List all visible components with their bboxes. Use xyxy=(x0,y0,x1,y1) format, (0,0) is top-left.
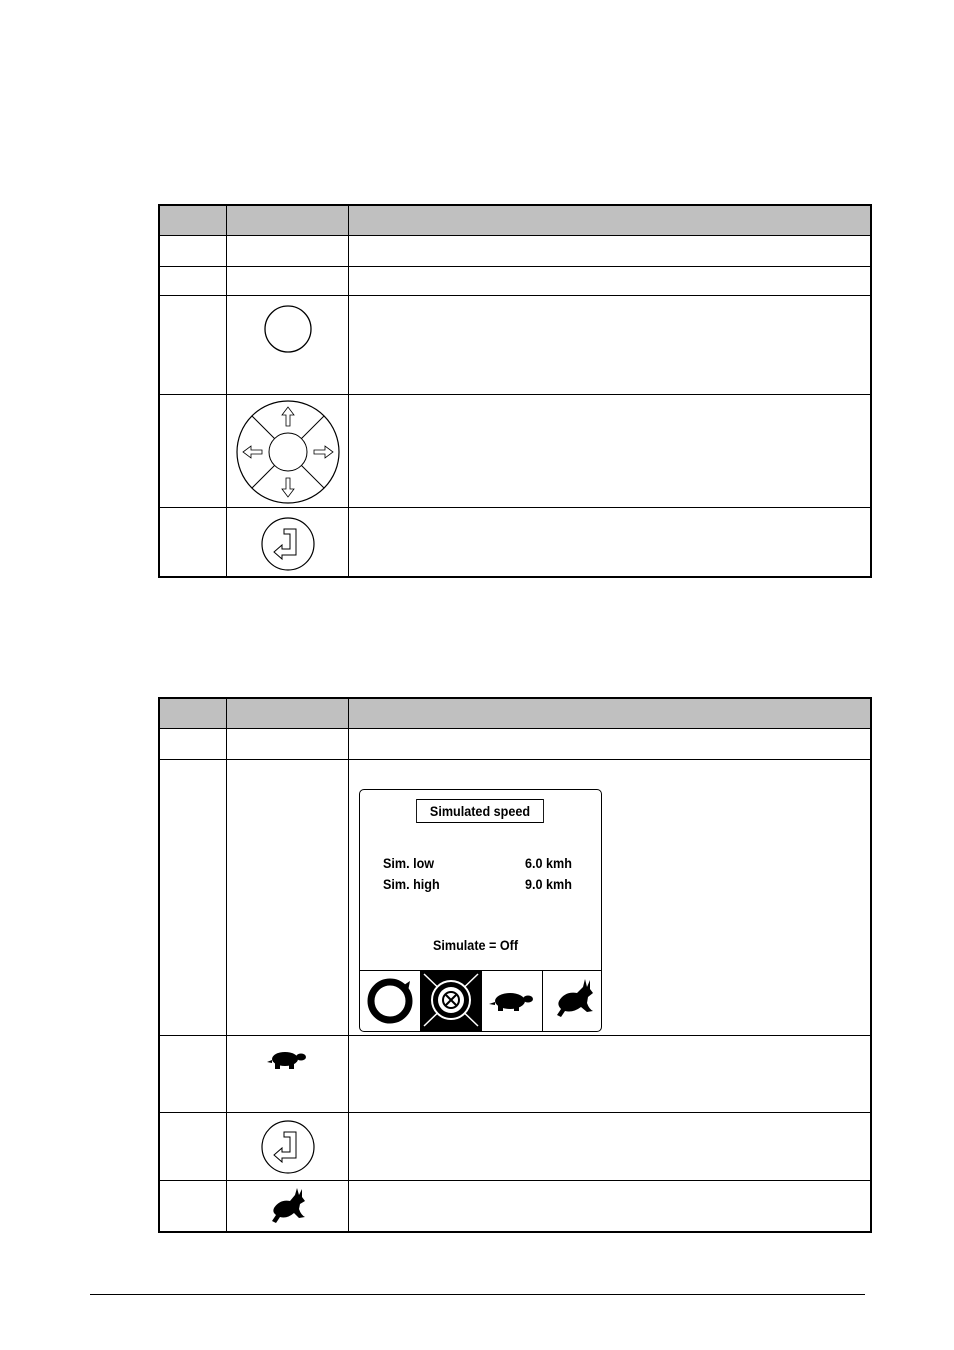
sim-low-label: Sim. low xyxy=(383,855,435,871)
footer-rule xyxy=(90,1294,865,1295)
hare-icon xyxy=(543,971,602,1029)
screen-title: Simulated speed xyxy=(416,799,544,823)
enter-key-icon xyxy=(260,516,316,572)
table-header xyxy=(160,206,870,236)
keys-table xyxy=(158,204,872,578)
table-row xyxy=(160,507,870,576)
tortoise-icon xyxy=(266,1046,310,1076)
ring-icon xyxy=(360,971,420,1029)
softkey-ring[interactable] xyxy=(360,971,420,1031)
table-row xyxy=(160,729,870,759)
table-header xyxy=(160,699,870,729)
softkey-bar xyxy=(360,970,601,1031)
table-row xyxy=(160,295,870,394)
table-row xyxy=(160,759,870,1035)
tortoise-icon xyxy=(482,971,542,1029)
sim-high-label: Sim. high xyxy=(383,876,440,892)
sim-low-value: 6.0 kmh xyxy=(525,855,572,871)
table-row xyxy=(160,236,870,266)
enter-key-icon xyxy=(260,1119,316,1175)
table-row xyxy=(160,266,870,295)
hare-icon xyxy=(268,1186,308,1226)
round-button-icon xyxy=(263,304,313,354)
table-row xyxy=(160,1180,870,1231)
table-row xyxy=(160,394,870,507)
simulated-speed-table xyxy=(158,697,872,1233)
sim-high-value: 9.0 kmh xyxy=(525,876,572,892)
table-row xyxy=(160,1035,870,1112)
simulate-status: Simulate = Off xyxy=(433,937,519,953)
softkey-tortoise[interactable] xyxy=(481,971,542,1031)
cancel-wheel-icon xyxy=(421,971,481,1029)
navigation-pad-icon xyxy=(235,399,341,505)
table-row xyxy=(160,1112,870,1180)
simulated-speed-screen xyxy=(359,789,602,1032)
softkey-hare[interactable] xyxy=(542,971,602,1031)
softkey-cancel[interactable] xyxy=(420,971,481,1031)
